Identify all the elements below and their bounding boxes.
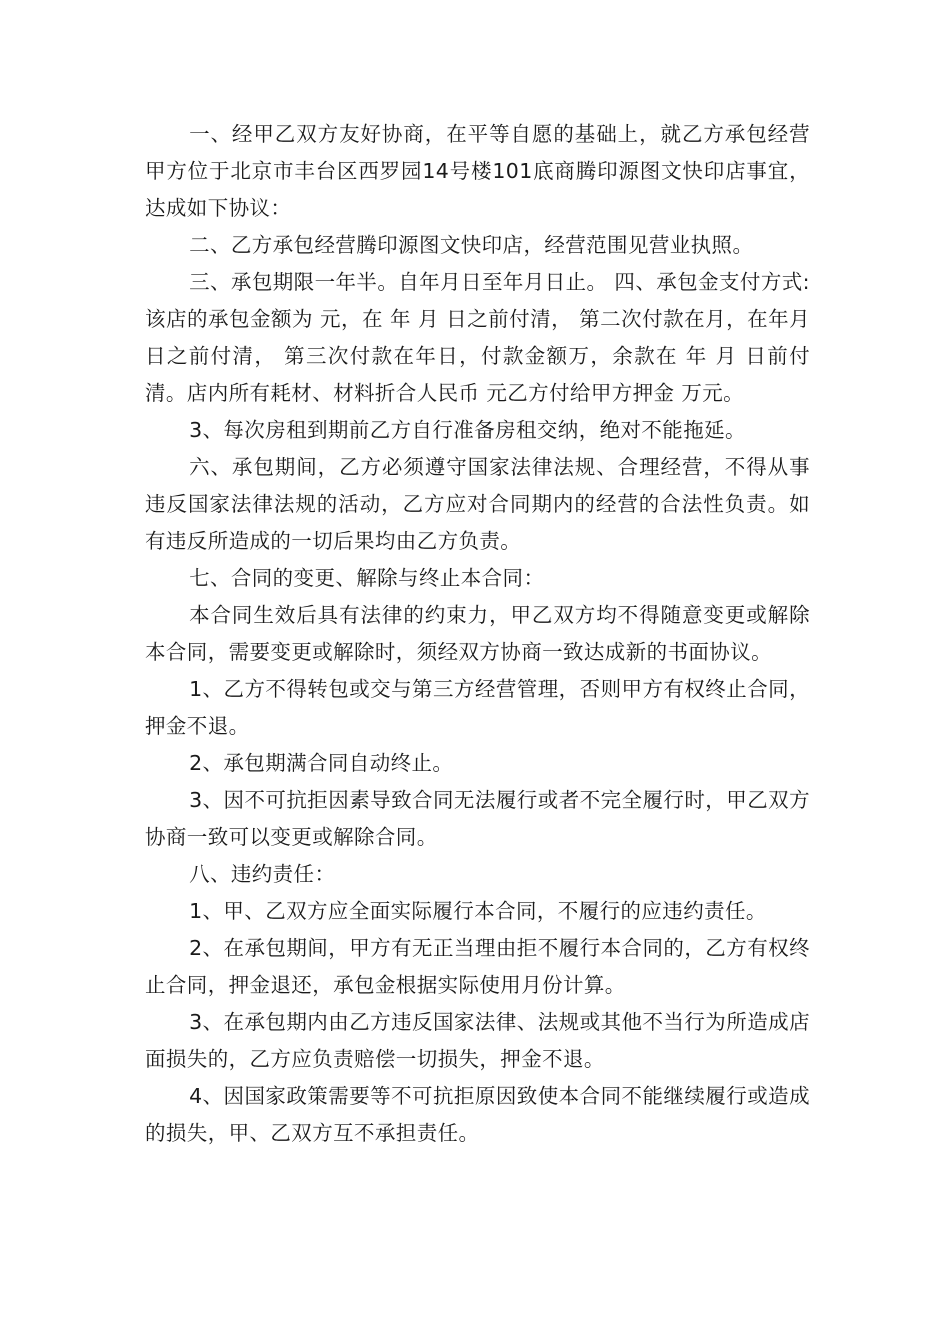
paragraph-no-sublease: 1、乙方不得转包或交与第三方经营管理，否则甲方有权终止合同，押金不退。	[145, 677, 810, 738]
paragraph-liability-4: 4、因国家政策需要等不可抗拒原因致使本合同不能继续履行或造成的损失，甲、乙双方互不承担责任。	[145, 1084, 810, 1145]
paragraph-rent: 3、每次房租到期前乙方自行准备房租交纳，绝对不能拖延。	[189, 418, 746, 442]
paragraph-business-scope: 二、乙方承包经营腾印源图文快印店，经营范围见营业执照。	[189, 233, 754, 257]
paragraph-liability-heading: 八、违约责任：	[189, 862, 336, 886]
paragraph-liability-3: 3、在承包期内由乙方违反国家法律、法规或其他不当行为所造成店面损失的，乙方应负责赔偿一切损失，押金不退。	[145, 1010, 810, 1071]
contract-body	[145, 116, 810, 1152]
paragraph-agreement-intro: 一、经甲乙双方友好协商，在平等自愿的基础上，就乙方承包经营甲方位于北京市丰台区西罗园14号楼101底商腾印源图文快印店事宜，达成如下协议：	[145, 122, 810, 220]
paragraph-legal-compliance: 六、承包期间，乙方必须遵守国家法律法规、合理经营，不得从事违反国家法律法规的活动，乙方应对合同期内的经营的合法性负责。如有违反所造成的一切后果均由乙方负责。	[145, 455, 810, 553]
paragraph-change-heading: 七、合同的变更、解除与终止本合同：	[189, 566, 545, 590]
paragraph-term-and-payment: 三、承包期限一年半。自年月日至年月日止。 四、承包金支付方式:该店的承包金额为 元，在 年 月 日之前付清， 第二次付款在月，在年月日之前付清， 第三次付款在年日，付款金额万，余款在 年 月 日前付清。店内所有耗材、材料折合人民币 元乙方付给甲方押金 万元。	[145, 270, 810, 405]
paragraph-force-majeure: 3、因不可抗拒因素导致合同无法履行或者不完全履行时，甲乙双方协商一致可以变更或解除合同。	[145, 788, 810, 849]
paragraph-liability-2: 2、在承包期间，甲方有无正当理由拒不履行本合同的，乙方有权终止合同，押金退还，承包金根据实际使用月份计算。	[145, 936, 810, 997]
paragraph-binding-force: 本合同生效后具有法律的约束力，甲乙双方均不得随意变更或解除本合同，需要变更或解除时，须经双方协商一致达成新的书面协议。	[145, 603, 810, 664]
paragraph-auto-termination: 2、承包期满合同自动终止。	[189, 751, 454, 775]
paragraph-liability-1: 1、甲、乙双方应全面实际履行本合同，不履行的应违约责任。	[189, 899, 767, 923]
